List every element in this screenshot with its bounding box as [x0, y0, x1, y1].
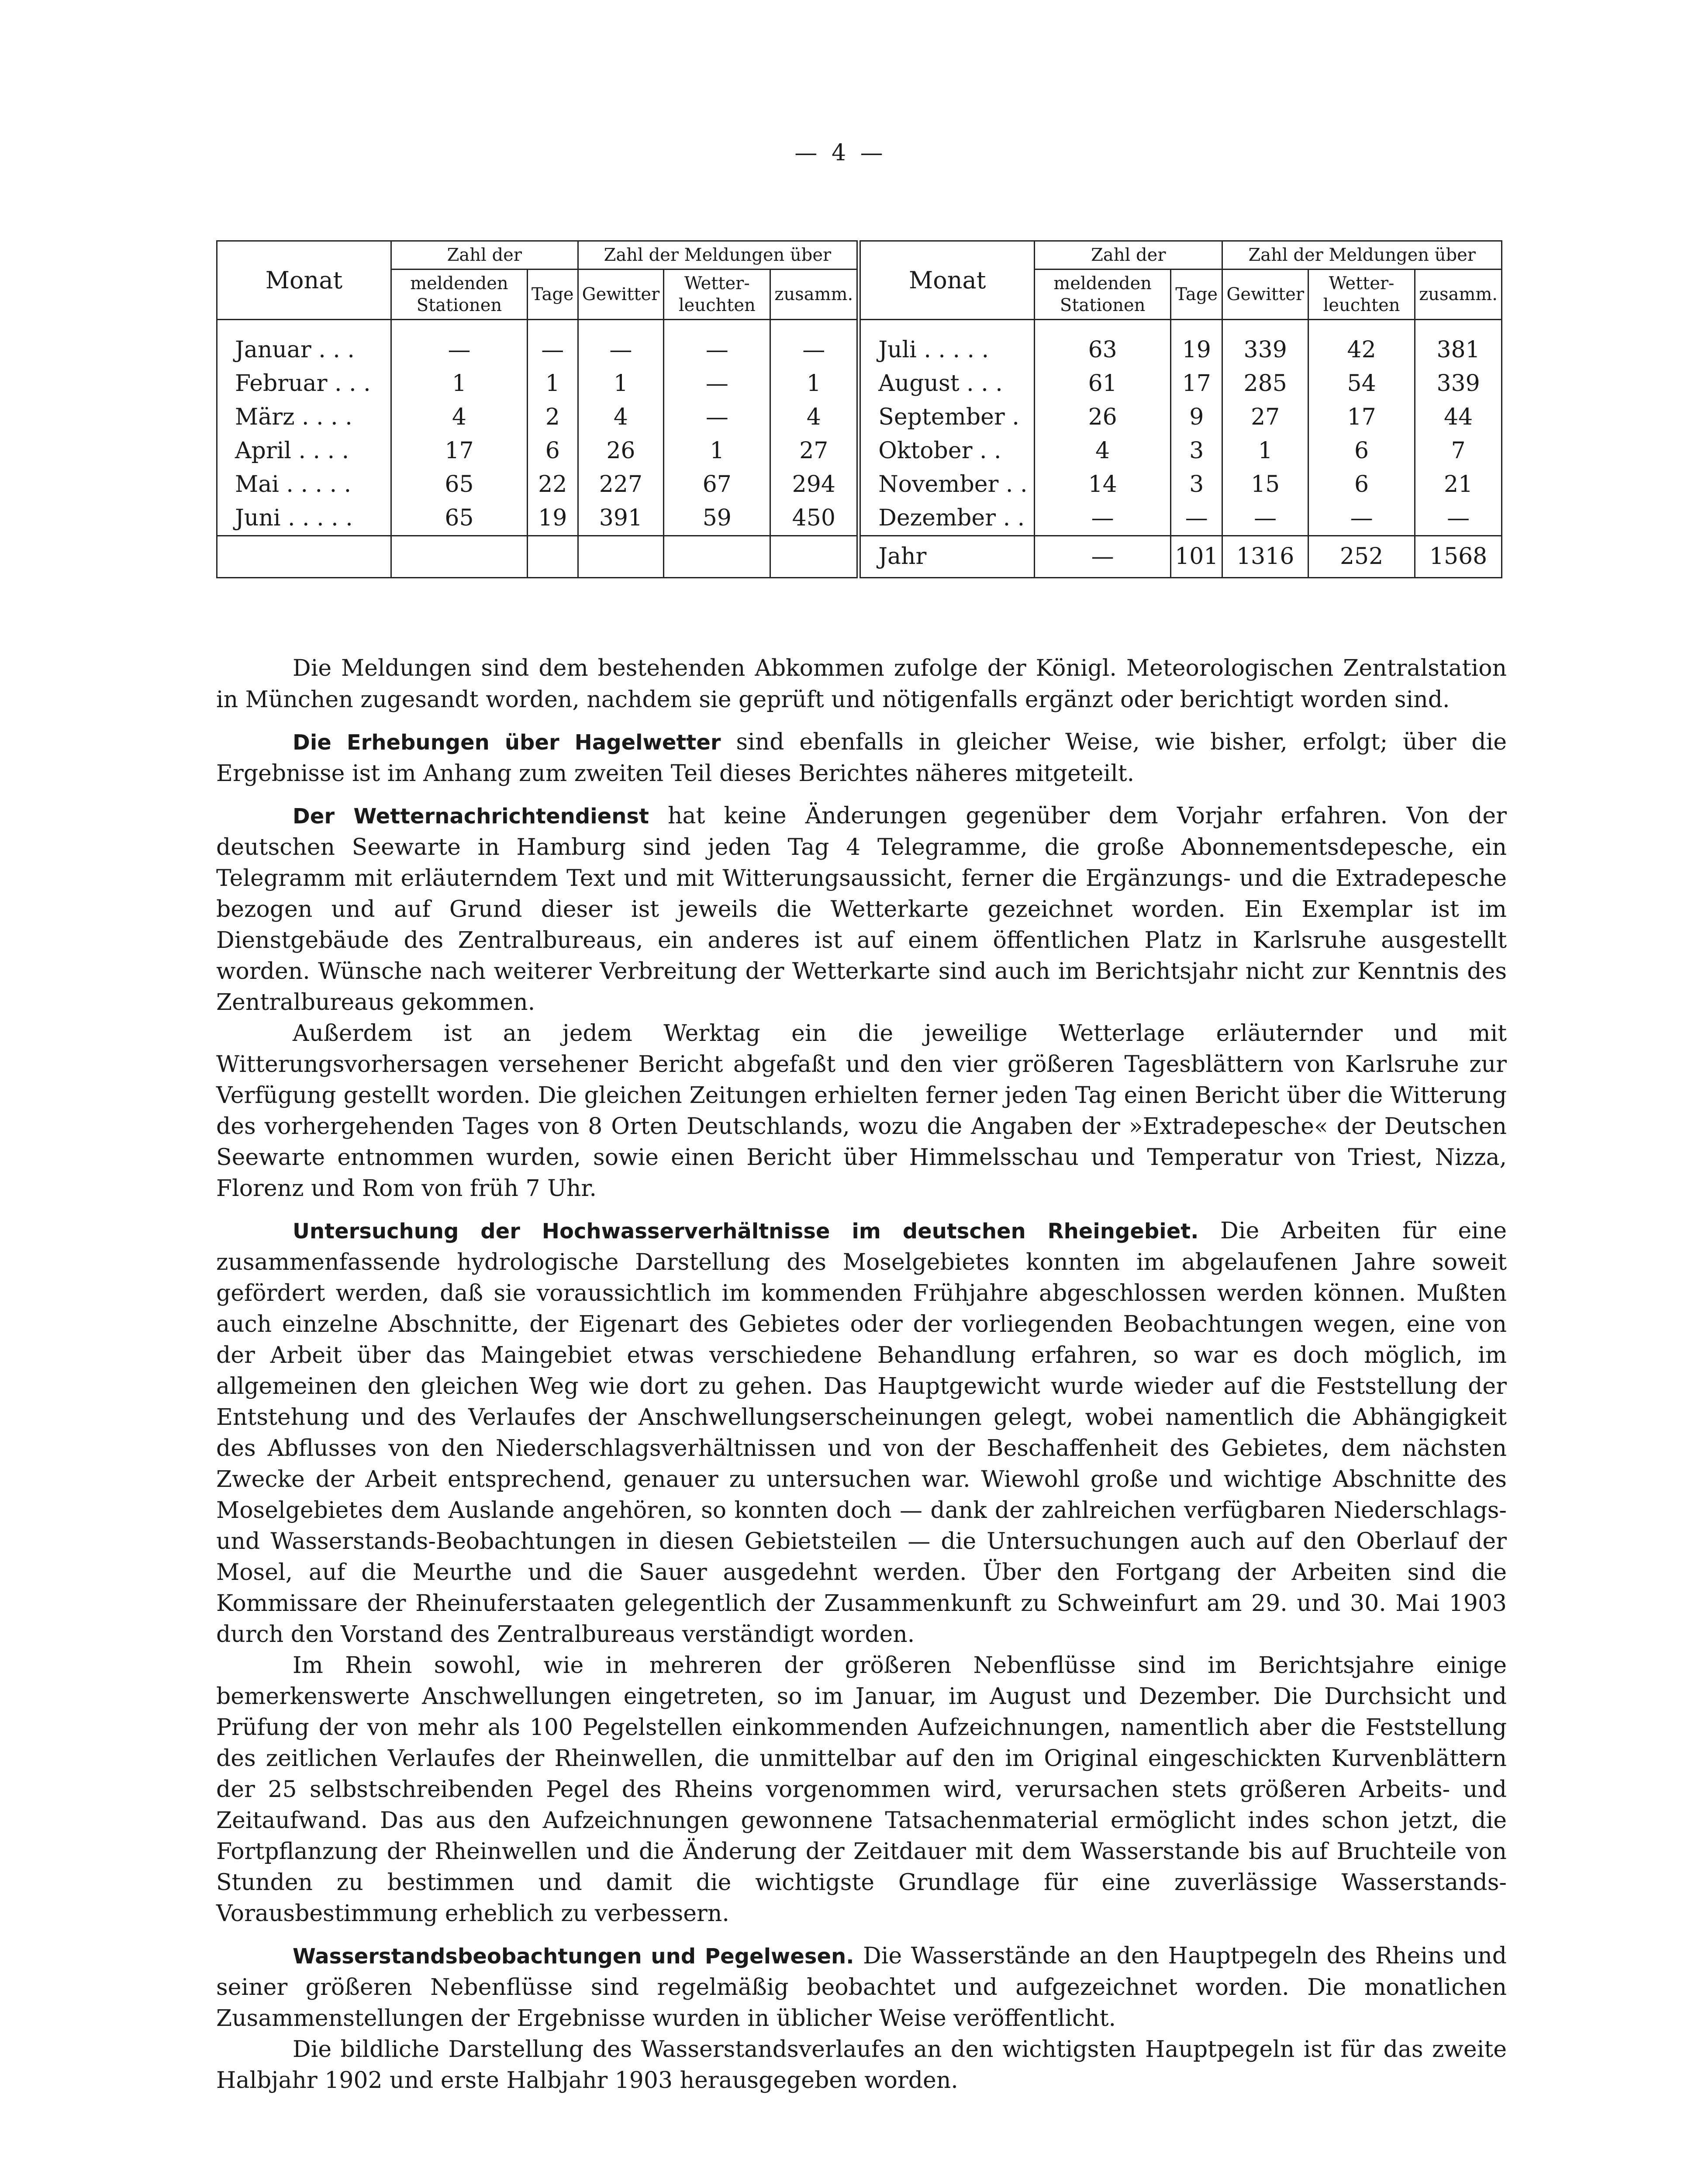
table-row — [217, 401, 1502, 434]
value-cell: 6 — [527, 434, 578, 468]
page-number: — 4 — — [794, 140, 887, 166]
total-row — [217, 536, 1502, 578]
body-text — [216, 653, 1507, 2108]
value-cell: 339 — [1222, 320, 1308, 367]
month-cell: Juni . . . . . — [217, 501, 391, 536]
value-cell: 1 — [770, 367, 859, 401]
value-cell: 54 — [1308, 367, 1415, 401]
empty-cell — [527, 536, 578, 578]
paragraph — [216, 2034, 1507, 2096]
value-cell: 227 — [578, 468, 664, 501]
value-cell: 26 — [1035, 401, 1171, 434]
total-value: 1568 — [1415, 536, 1502, 578]
paragraph — [216, 801, 1507, 1018]
month-cell: März . . . . — [217, 401, 391, 434]
value-cell: 4 — [770, 401, 859, 434]
subheader-zusamm: zusamm. — [1415, 270, 1502, 320]
value-cell: 26 — [578, 434, 664, 468]
subheader-gewitter: Gewitter — [1222, 270, 1308, 320]
table-row — [217, 434, 1502, 468]
empty-cell — [578, 536, 664, 578]
total-value: 252 — [1308, 536, 1415, 578]
subheader-zusamm: zusamm. — [770, 270, 859, 320]
paragraph-heading: Untersuchung der Hochwasserverhältnisse im deutschen Rheingebiet. — [293, 1219, 1199, 1244]
statistics-table — [216, 240, 1502, 578]
value-cell: 59 — [664, 501, 770, 536]
value-cell: 381 — [1415, 320, 1502, 367]
paragraph-text: hat keine Änderungen gegenüber dem Vorjahr erfahren. Von der deutschen Seewarte in Hamburg sind jeden Tag 4 Telegramme, die große Abonnementsdepesche, ein Telegramm mit erläuterndem Text und mit Witterungsaussicht, ferner die Ergänzungs- und die Extradepesche bezogen und auf Grund dieser ist jeweils die Wetterkarte gezeichnet worden. Ein Exemplar ist im Dienstgebäude des Zentralbureaus, ein anderes ist auf einem öffentlichen Platz in Karlsruhe ausgestellt worden. Wünsche nach weiterer Verbreitung der Wetterkarte sind auch im Berichtsjahr nicht zur Kenntnis des Zentralbureaus gekommen. — [216, 803, 1507, 1016]
subheader-tage: Tage — [1171, 270, 1222, 320]
table-row — [217, 501, 1502, 536]
value-cell: 17 — [1171, 367, 1222, 401]
value-cell: 1 — [664, 434, 770, 468]
value-cell: — — [1035, 501, 1171, 536]
subheader-stationen: meldenden Stationen — [1035, 270, 1171, 320]
header-monat-right: Monat — [859, 241, 1035, 320]
value-cell: 44 — [1415, 401, 1502, 434]
table-row — [217, 320, 1502, 367]
value-cell: 1 — [1222, 434, 1308, 468]
empty-cell — [217, 536, 391, 578]
value-cell: 1 — [527, 367, 578, 401]
total-value: 1316 — [1222, 536, 1308, 578]
value-cell: 9 — [1171, 401, 1222, 434]
paragraph-heading: Der Wetternachrichtendienst — [293, 804, 649, 829]
empty-cell — [664, 536, 770, 578]
table-row — [217, 367, 1502, 401]
month-cell: November . . — [859, 468, 1035, 501]
value-cell: — — [1308, 501, 1415, 536]
paragraph-heading: Wasserstandsbeobachtungen und Pegelwesen. — [293, 1944, 854, 1969]
value-cell: 17 — [391, 434, 528, 468]
value-cell: — — [1222, 501, 1308, 536]
header-zahl-der-right: Zahl der — [1035, 241, 1222, 270]
value-cell: 22 — [527, 468, 578, 501]
value-cell: 65 — [391, 468, 528, 501]
paragraph-text: sind ebenfalls in gleicher Weise, wie bisher, erfolgt; über die Ergebnisse ist im Anhang zum zweiten Teil dieses Berichtes näheres mitgeteilt. — [216, 729, 1507, 787]
total-label: Jahr — [859, 536, 1035, 578]
value-cell: 6 — [1308, 434, 1415, 468]
value-cell: 7 — [1415, 434, 1502, 468]
value-cell: — — [578, 320, 664, 367]
value-cell: — — [391, 320, 528, 367]
value-cell: 27 — [1222, 401, 1308, 434]
header-monat-left: Monat — [217, 241, 391, 320]
value-cell: 1 — [391, 367, 528, 401]
value-cell: 15 — [1222, 468, 1308, 501]
table-row — [217, 468, 1502, 501]
paragraph-text: Die bildliche Darstellung des Wasserstandsverlaufes an den wichtigsten Hauptpegeln ist für das zweite Halbjahr 1902 und erste Halbjahr 1903 herausgegeben worden. — [216, 2036, 1507, 2094]
subheader-tage: Tage — [527, 270, 578, 320]
value-cell: 4 — [578, 401, 664, 434]
value-cell: 2 — [527, 401, 578, 434]
value-cell: — — [1171, 501, 1222, 536]
value-cell: 63 — [1035, 320, 1171, 367]
subheader-gewitter: Gewitter — [578, 270, 664, 320]
paragraph — [216, 653, 1507, 715]
empty-cell — [770, 536, 859, 578]
paragraph-text: Die Arbeiten für eine zusammenfassende hydrologische Darstellung des Moselgebietes konnten im abgelaufenen Jahre soweit gefördert werden, daß sie voraussichtlich im kommenden Frühjahre abgeschlossen werden können. Mußten auch einzelne Abschnitte, der Eigenart des Gebietes oder der vorliegenden Beobachtungen wegen, eine von der Arbeit über das Maingebiet etwas verschiedene Behandlung erfahren, so war es doch möglich, im allgemeinen den gleichen Weg wie dort zu gehen. Das Hauptgewicht wurde wieder auf die Feststellung der Entstehung und des Verlaufes der Anschwellungserscheinungen gelegt, wobei namentlich die Abhängigkeit des Abflusses von den Niederschlagsverhältnissen und von der Beschaffenheit des Gebietes, dem nächsten Zwecke der Arbeit entsprechend, genauer zu untersuchen war. Wiewohl große und wichtige Abschnitte des Moselgebietes dem Auslande angehören, so konnten doch — dank der zahlreichen verfügbaren Niederschlags- und Wasserstands-Beobachtungen in diesen Gebietsteilen — die Untersuchungen auch auf den Oberlauf der Mosel, auf die Meurthe und die Sauer ausgedehnt werden. Über den Fortgang der Arbeiten sind die Kommissare der Rheinuferstaaten gelegentlich der Zusammenkunft zu Schweinfurt am 29. und 30. Mai 1903 durch den Vorstand des Zentralbureaus verständigt worden. — [216, 1218, 1507, 1648]
value-cell: 19 — [1171, 320, 1222, 367]
value-cell: — — [1415, 501, 1502, 536]
value-cell: — — [664, 367, 770, 401]
value-cell: 14 — [1035, 468, 1171, 501]
value-cell: 339 — [1415, 367, 1502, 401]
value-cell: — — [664, 320, 770, 367]
subheader-stationen: meldenden Stationen — [391, 270, 528, 320]
value-cell: 3 — [1171, 434, 1222, 468]
value-cell: — — [527, 320, 578, 367]
paragraph — [216, 1018, 1507, 1204]
value-cell: 450 — [770, 501, 859, 536]
value-cell: 17 — [1308, 401, 1415, 434]
paragraph-heading: Die Erhebungen über Hagelwetter — [293, 730, 721, 755]
value-cell: 19 — [527, 501, 578, 536]
value-cell: 6 — [1308, 468, 1415, 501]
paragraph — [216, 1941, 1507, 2034]
month-cell: Mai . . . . . — [217, 468, 391, 501]
value-cell: 21 — [1415, 468, 1502, 501]
month-cell: September . — [859, 401, 1035, 434]
empty-cell — [391, 536, 528, 578]
value-cell: 65 — [391, 501, 528, 536]
paragraph — [216, 1216, 1507, 1650]
value-cell: 67 — [664, 468, 770, 501]
total-value: 101 — [1171, 536, 1222, 578]
month-cell: Februar . . . — [217, 367, 391, 401]
value-cell: 42 — [1308, 320, 1415, 367]
value-cell: 4 — [391, 401, 528, 434]
subheader-wetterleuchten: Wetter-leuchten — [1308, 270, 1415, 320]
value-cell: 294 — [770, 468, 859, 501]
value-cell: 3 — [1171, 468, 1222, 501]
value-cell: 61 — [1035, 367, 1171, 401]
month-cell: Oktober . . — [859, 434, 1035, 468]
paragraph-text: Außerdem ist an jedem Werktag ein die jeweilige Wetterlage erläuternder und mit Witterungsvorhersagen versehener Bericht abgefaßt und den vier größeren Tagesblättern von Karlsruhe zur Verfügung gestellt worden. Die gleichen Zeitungen erhielten ferner jeden Tag einen Bericht über die Witterung des vorhergehenden Tages von 8 Orten Deutschlands, wozu die Angaben der »Extradepesche« der Deutschen Seewarte entnommen wurden, sowie einen Bericht über Himmelsschau und Temperatur von Triest, Nizza, Florenz und Rom von früh 7 Uhr. — [216, 1020, 1507, 1202]
month-cell: April . . . . — [217, 434, 391, 468]
paragraph-text: Die Meldungen sind dem bestehenden Abkommen zufolge der Königl. Meteorologischen Zentralstation in München zugesandt worden, nachdem sie geprüft und nötigenfalls ergänzt oder berichtigt worden sind. — [216, 655, 1507, 713]
value-cell: 4 — [1035, 434, 1171, 468]
month-cell: August . . . — [859, 367, 1035, 401]
value-cell: 285 — [1222, 367, 1308, 401]
header-meldungen-left: Zahl der Meldungen über — [578, 241, 859, 270]
paragraph — [216, 1650, 1507, 1929]
value-cell: 27 — [770, 434, 859, 468]
value-cell: — — [770, 320, 859, 367]
table-header-row — [217, 241, 1502, 270]
header-zahl-der-left: Zahl der — [391, 241, 578, 270]
paragraph — [216, 727, 1507, 789]
paragraph-text: Die Wasserstände an den Hauptpegeln des Rheins und seiner größeren Nebenflüsse sind regelmäßig beobachtet und aufgezeichnet worden. Die monatlichen Zusammenstellungen der Ergebnisse wurden in üblicher Weise veröffentlicht. — [216, 1943, 1507, 2032]
value-cell: 1 — [578, 367, 664, 401]
header-meldungen-right: Zahl der Meldungen über — [1222, 241, 1502, 270]
total-value: — — [1035, 536, 1171, 578]
subheader-wetterleuchten: Wetter-leuchten — [664, 270, 770, 320]
value-cell: — — [664, 401, 770, 434]
paragraph-text: Im Rhein sowohl, wie in mehreren der größeren Nebenflüsse sind im Berichtsjahre einige bemerkenswerte Anschwellungen eingetreten, so im Januar, im August und Dezember. Die Durchsicht und Prüfung der von mehr als 100 Pegelstellen einkommenden Aufzeichnungen, namentlich aber die Feststellung des zeitlichen Verlaufes der Rheinwellen, die unmittelbar auf den im Original eingeschickten Kurvenblättern der 25 selbstschreibenden Pegel des Rheins vorgenommen wird, verursachen stets größeren Arbeits- und Zeitaufwand. Das aus den Aufzeichnungen gewonnene Tatsachenmaterial ermöglicht indes schon jetzt, die Fortpflanzung der Rheinwellen und die Änderung der Zeitdauer mit dem Wasserstande bis auf Bruchteile von Stunden zu bestimmen und damit die wichtigste Grundlage für eine zuverlässige Wasserstands-Vorausbestimmung erheblich zu verbessern. — [216, 1652, 1507, 1927]
month-cell: Dezember . . — [859, 501, 1035, 536]
value-cell: 391 — [578, 501, 664, 536]
month-cell: Januar . . . — [217, 320, 391, 367]
month-cell: Juli . . . . . — [859, 320, 1035, 367]
